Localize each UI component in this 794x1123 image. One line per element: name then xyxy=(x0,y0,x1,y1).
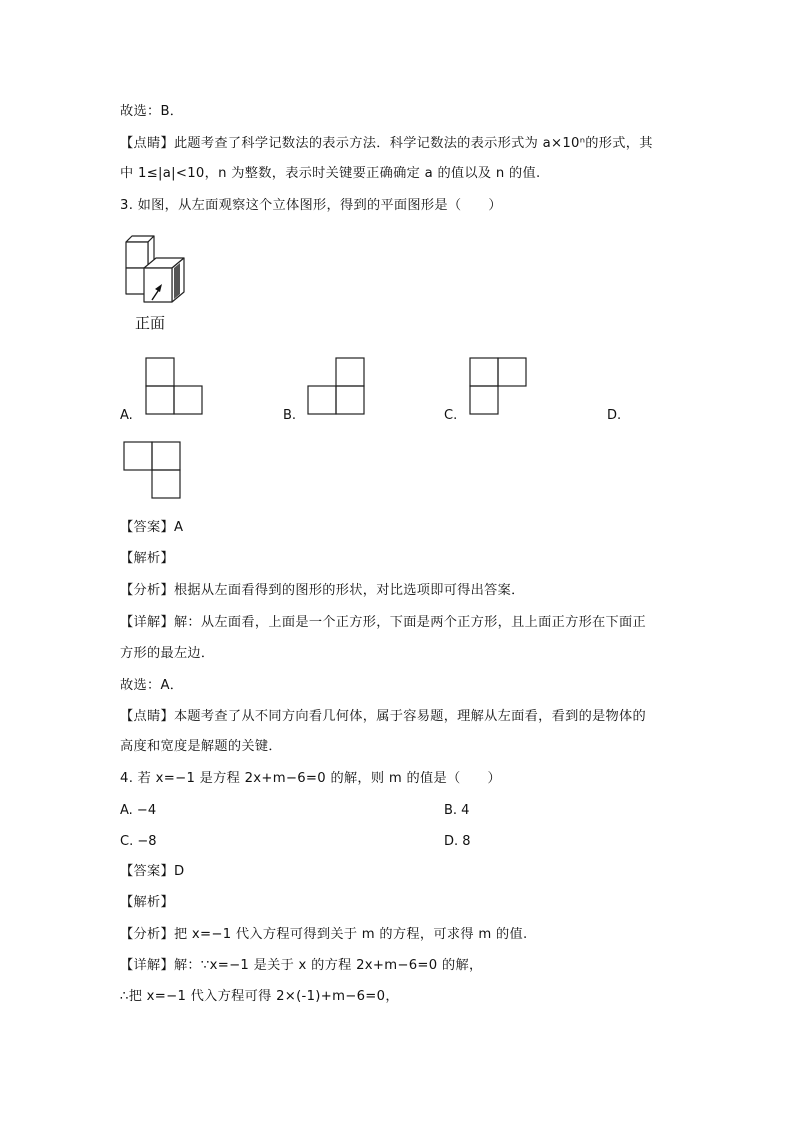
q4-analysis-heading: 【解析】 xyxy=(120,895,174,910)
q3-analysis-heading: 【解析】 xyxy=(120,551,174,566)
q3-conclusion: 故选：A． xyxy=(120,678,184,693)
q3-answer: 【答案】A xyxy=(120,520,184,535)
q3-option-d-figure xyxy=(123,441,183,501)
cube-stack-drawing xyxy=(118,232,198,312)
q3-option-d-label: D. xyxy=(607,408,622,423)
q3-stem: 3. 如图，从左面观察这个立体图形，得到的平面图形是（ ） xyxy=(120,198,502,213)
q3-comment-line2: 高度和宽度是解题的关键． xyxy=(120,739,282,754)
q4-answer: 【答案】D xyxy=(120,864,185,879)
q3-figure-caption: 正面 xyxy=(135,314,166,332)
q3-option-b-figure xyxy=(306,357,366,417)
q2-comment-line1: 【点睛】此题考查了科学记数法的表示方法．科学记数法的表示形式为 a×10ⁿ的形式，其 xyxy=(120,136,653,151)
q4-detail-line1: 【详解】解：∵x=−1 是关于 x 的方程 2x+m−6=0 的解， xyxy=(120,958,483,973)
q4-option-a: A. −4 xyxy=(120,803,157,818)
q4-analysis: 【分析】把 x=−1 代入方程可得到关于 m 的方程，可求得 m 的值. xyxy=(120,927,528,942)
q4-option-c: C. −8 xyxy=(120,834,157,849)
q2-conclusion: 故选：B． xyxy=(120,104,184,119)
q3-comment-line1: 【点睛】本题考查了从不同方向看几何体，属于容易题，理解从左面看，看到的是物体的 xyxy=(120,709,647,724)
q3-option-c-figure xyxy=(469,357,529,417)
q3-analysis: 【分析】根据从左面看得到的图形的形状，对比选项即可得出答案． xyxy=(120,583,525,598)
q4-stem: 4. 若 x=−1 是方程 2x+m−6=0 的解，则 m 的值是（ ） xyxy=(120,771,501,786)
q3-option-a-label: A. xyxy=(120,408,133,423)
q4-option-b: B. 4 xyxy=(444,803,470,818)
q3-detail-line2: 方形的最左边． xyxy=(120,646,215,661)
q3-solid-figure xyxy=(118,232,198,312)
q3-option-a-figure xyxy=(145,357,205,417)
q3-detail-line1: 【详解】解：从左面看，上面是一个正方形，下面是两个正方形，且上面正方形在下面正 xyxy=(120,615,647,630)
q4-detail-line2: ∴把 x=−1 代入方程可得 2×(-1)+m−6=0， xyxy=(120,989,399,1004)
q4-option-d: D. 8 xyxy=(444,834,471,849)
q2-comment-line2: 中 1≤|a|<10，n 为整数，表示时关键要正确确定 a 的值以及 n 的值. xyxy=(120,166,541,181)
q3-option-b-label: B. xyxy=(283,408,297,423)
q3-option-c-label: C. xyxy=(444,408,458,423)
